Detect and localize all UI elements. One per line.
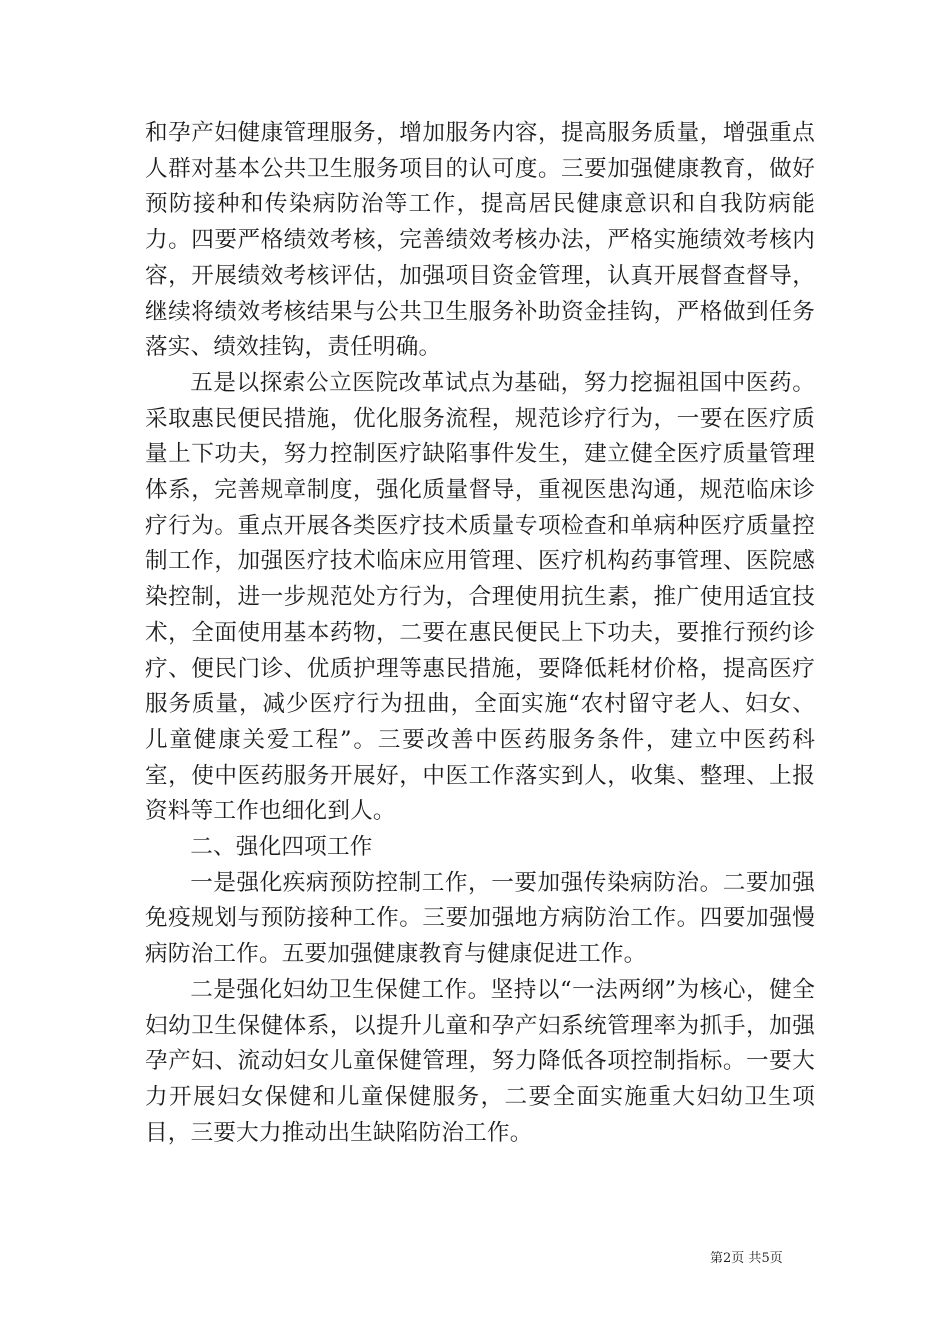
footer-prefix: 第 bbox=[710, 1251, 724, 1266]
paragraph-maternal-child-health: 二是强化妇幼卫生保健工作。坚持以“一法两纲”为核心，健全妇幼卫生保健体系，以提升儿童和孕产妇系统管理率为抓手，加强孕产妇、流动妇女儿童保健管理，努力降低各项控制指标。一要大力开展妇女保健和儿童保健服务，二要全面实施重大妇幼卫生项目，三要大力推动出生缺陷防治工作。 bbox=[145, 976, 815, 1146]
paragraph-item-five: 五是以探索公立医院改革试点为基础，努力挖掘祖国中医药。采取惠民便民措施，优化服务流程，规范诊疗行为，一要在医疗质量上下功夫，努力控制医疗缺陷事件发生，建立健全医疗质量管理体系，完善规章制度，强化质量督导，重视医患沟通，规范临床诊疗行为。重点开展各类医疗技术质量专项检查和单病种医疗质量控制工作，加强医疗技术临床应用管理、医疗机构药事管理、医院感染控制，进一步规范处方行为，合理使用抗生素，推广使用适宜技术，全面使用基本药物，二要在惠民便民上下功夫，要推行预约诊疗、便民门诊、优质护理等惠民措施，要降低耗材价格，提高医疗服务质量，减少医疗行为扭曲，全面实施“农村留守老人、妇女、儿童健康关爱工程”。三要改善中医药服务条件，建立中医药科室，使中医药服务开展好，中医工作落实到人，收集、整理、上报资料等工作也细化到人。 bbox=[145, 369, 815, 825]
paragraph-disease-control: 一是强化疾病预防控制工作，一要加强传染病防治。二要加强免疫规划与预防接种工作。三要加强地方病防治工作。四要加强慢病防治工作。五要加强健康教育与健康促进工作。 bbox=[145, 869, 815, 968]
document-body bbox=[145, 116, 815, 1151]
footer-current-page: 2 bbox=[723, 1251, 732, 1266]
footer-middle: 页 共 bbox=[731, 1251, 762, 1266]
section-heading-two: 二、强化四项工作 bbox=[190, 834, 373, 861]
paragraph-continuation: 和孕产妇健康管理服务，增加服务内容，提高服务质量，增强重点人群对基本公共卫生服务项目的认可度。三要加强健康教育，做好预防接种和传染病防治等工作，提高居民健康意识和自我防病能力。四要严格绩效考核，完善绩效考核办法，严格实施绩效考核内容，开展绩效考核评估，加强项目资金管理，认真开展督查督导，继续将绩效考核结果与公共卫生服务补助资金挂钩，严格做到任务落实、绩效挂钩，责任明确。 bbox=[145, 120, 815, 361]
footer-suffix: 页 bbox=[769, 1251, 783, 1266]
page-footer bbox=[710, 1250, 820, 1268]
footer-total-pages: 5 bbox=[761, 1251, 770, 1266]
